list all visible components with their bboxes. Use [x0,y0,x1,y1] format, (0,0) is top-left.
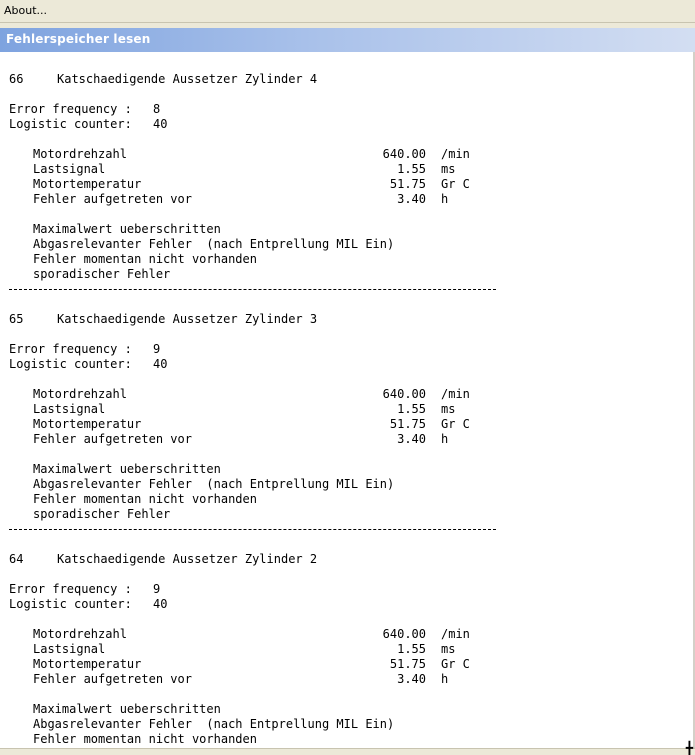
fault-memory-text-area[interactable] [0,52,695,754]
error-frequency-value: 8 [153,102,161,116]
measurement-name: Lastsignal [33,162,106,176]
measurement-value: 3.40 [397,672,426,686]
menu-bar [0,0,695,23]
measurement-value: 51.75 [389,657,426,671]
logistic-counter-value: 40 [153,117,168,131]
fault-status-line: Maximalwert ueberschritten [33,702,221,716]
fault-status-line: Abgasrelevanter Fehler (nach Entprellung MIL Ein) [33,717,395,731]
error-frequency-value: 9 [153,342,161,356]
fault-description: Katschaedigende Aussetzer Zylinder 2 [57,552,318,566]
fault-status-line: Abgasrelevanter Fehler (nach Entprellung MIL Ein) [33,237,395,251]
measurement-unit: Gr C [441,657,470,671]
error-frequency-label: Error frequency : [9,582,140,596]
measurement-value: 1.55 [397,402,426,416]
measurement-value: 640.00 [382,147,426,161]
fault-description: Katschaedigende Aussetzer Zylinder 4 [57,72,318,86]
measurement-value: 1.55 [397,642,426,656]
measurement-unit: /min [441,627,470,641]
fault-separator [9,529,496,531]
fault-code: 65 [9,312,24,326]
measurement-unit: h [441,672,449,686]
measurement-unit: Gr C [441,417,470,431]
error-frequency-label: Error frequency : [9,102,140,116]
measurement-name: Lastsignal [33,642,106,656]
menu-about[interactable]: About... [4,4,48,17]
fault-status-line: Fehler momentan nicht vorhanden [33,732,257,746]
measurement-value: 640.00 [382,627,426,641]
fault-code: 64 [9,552,24,566]
window-title: Fehlerspeicher lesen [6,32,151,46]
measurement-name: Fehler aufgetreten vor [33,192,192,206]
measurement-unit: ms [441,642,456,656]
fault-separator [9,289,496,291]
measurement-value: 640.00 [382,387,426,401]
measurement-unit: /min [441,387,470,401]
window-title-bar [0,28,695,52]
measurement-unit: Gr C [441,177,470,191]
fault-status-line: Maximalwert ueberschritten [33,222,221,236]
measurement-value: 3.40 [397,432,426,446]
logistic-counter-label: Logistic counter: [9,597,140,611]
fault-status-line: Maximalwert ueberschritten [33,462,221,476]
fault-status-line: Abgasrelevanter Fehler (nach Entprellung MIL Ein) [33,477,395,491]
measurement-unit: ms [441,162,456,176]
fault-status-line: Fehler momentan nicht vorhanden [33,492,257,506]
measurement-name: Motortemperatur [33,177,142,191]
measurement-name: Motortemperatur [33,657,142,671]
measurement-value: 3.40 [397,192,426,206]
fault-status-line: sporadischer Fehler [33,267,171,281]
error-frequency-value: 9 [153,582,161,596]
logistic-counter-value: 40 [153,597,168,611]
measurement-name: Fehler aufgetreten vor [33,432,192,446]
measurement-value: 1.55 [397,162,426,176]
measurement-name: Motordrehzahl [33,627,127,641]
measurement-name: Motordrehzahl [33,147,127,161]
logistic-counter-value: 40 [153,357,168,371]
measurement-value: 51.75 [389,417,426,431]
measurement-unit: h [441,192,449,206]
error-frequency-label: Error frequency : [9,342,140,356]
fault-status-line: Fehler momentan nicht vorhanden [33,252,257,266]
measurement-unit: /min [441,147,470,161]
resize-grip-icon[interactable]: ╋ [685,741,693,755]
fault-status-line: sporadischer Fehler [33,507,171,521]
fault-description: Katschaedigende Aussetzer Zylinder 3 [57,312,318,326]
fault-code: 66 [9,72,24,86]
measurement-name: Motordrehzahl [33,387,127,401]
measurement-unit: ms [441,402,456,416]
measurement-name: Motortemperatur [33,417,142,431]
measurement-value: 51.75 [389,177,426,191]
measurement-name: Lastsignal [33,402,106,416]
measurement-unit: h [441,432,449,446]
logistic-counter-label: Logistic counter: [9,117,140,131]
measurement-name: Fehler aufgetreten vor [33,672,192,686]
logistic-counter-label: Logistic counter: [9,357,140,371]
